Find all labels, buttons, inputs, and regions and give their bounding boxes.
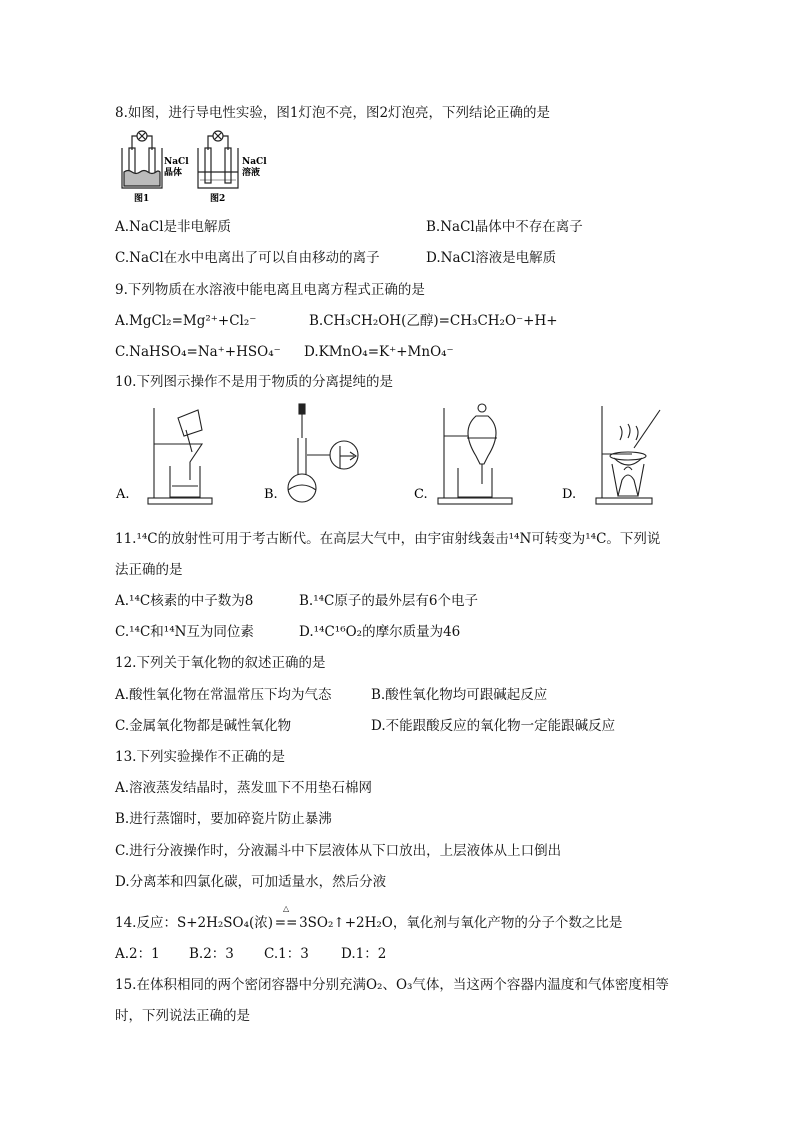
option-label-d: D.	[562, 487, 577, 502]
q14-heat-condition: △	[283, 904, 290, 913]
q12-option-c: C.金属氧化物都是碱性氧化物	[115, 718, 292, 734]
q14-equal-sign: ==	[274, 915, 298, 931]
option-label-a: A.	[116, 487, 130, 502]
q13-option-a: A.溶液蒸发结晶时，蒸发皿下不用垫石棉网	[115, 780, 373, 796]
q11-option-d: D.¹⁴C¹⁶O₂的摩尔质量为46	[299, 624, 461, 640]
q11-stem-line1: 11.¹⁴C的放射性可用于考古断代。在高层大气中，由宇宙射线轰击¹⁴N可转变为¹⁴C。下列说	[115, 531, 661, 547]
q12-option-d: D.不能跟酸反应的氧化物一定能跟碱反应	[371, 718, 616, 734]
q14-stem-pre: 14.反应：S+2H₂SO₄(浓)	[115, 915, 274, 931]
option-label-c: C.	[414, 487, 428, 502]
q9-option-a: A.MgCl₂=Mg²⁺+Cl₂⁻	[115, 313, 257, 329]
option-label-b: B.	[264, 487, 278, 502]
q11-stem-line2: 法正确的是	[115, 562, 183, 578]
q11-option-b: B.¹⁴C原子的最外层有6个电子	[299, 593, 478, 609]
q9-option-b: B.CH₃CH₂OH(乙醇)=CH₃CH₂O⁻+H+	[309, 313, 558, 329]
fig1-caption: 图1	[134, 194, 150, 204]
q12-option-a: A.酸性氧化物在常温常压下均为气态	[115, 687, 332, 703]
q12-stem: 12.下列关于氧化物的叙述正确的是	[115, 655, 326, 671]
fig2-label-line2: 溶液	[242, 168, 261, 178]
q14-eq-block	[273, 904, 299, 932]
volumetric-flask-apparatus	[288, 404, 358, 502]
fig2-label-line1: NaCl	[242, 157, 267, 167]
evaporation-apparatus	[596, 406, 660, 504]
q12-option-b: B.酸性氧化物均可跟碱起反应	[371, 687, 548, 703]
q14-option-b: B.2：3	[189, 946, 234, 962]
conductivity-figure	[112, 128, 282, 206]
fig1-label-line2: 晶体	[164, 168, 183, 178]
fig1-label-line1: NaCl	[164, 157, 189, 167]
q13-option-c: C.进行分液操作时，分液漏斗中下层液体从下口放出，上层液体从上口倒出	[115, 843, 562, 859]
fig2-caption: 图2	[210, 194, 226, 204]
separatory-funnel-apparatus	[438, 404, 512, 504]
filtration-apparatus	[148, 408, 212, 504]
q9-option-c: C.NaHSO₄=Na⁺+HSO₄⁻	[115, 344, 281, 360]
q13-option-d: D.分离苯和四氯化碳，可加适量水，然后分液	[115, 874, 387, 890]
q14-stem	[115, 904, 623, 932]
q14-option-a: A.2：1	[115, 946, 160, 962]
q9-option-d: D.KMnO₄=K⁺+MnO₄⁻	[304, 344, 454, 360]
q10-stem: 10.下列图示操作不是用于物质的分离提纯的是	[115, 374, 393, 390]
fig2-apparatus	[198, 131, 238, 188]
q8-option-d: D.NaCl溶液是电解质	[426, 250, 557, 266]
q11-option-a: A.¹⁴C核素的中子数为8	[115, 593, 254, 609]
q14-option-d: D.1：2	[341, 946, 387, 962]
q11-option-c: C.¹⁴C和¹⁴N互为同位素	[115, 624, 254, 640]
q14-option-c: C.1：3	[264, 946, 309, 962]
q9-stem: 9.下列物质在水溶液中能电离且电离方程式正确的是	[115, 282, 425, 298]
separation-figures	[112, 400, 672, 512]
q15-stem-line2: 时，下列说法正确的是	[115, 1008, 250, 1024]
fig1-apparatus	[122, 131, 162, 188]
q15-stem-line1: 15.在体积相同的两个密闭容器中分别充满O₂、O₃气体，当这两个容器内温度和气体密度相等	[115, 977, 669, 993]
q13-stem: 13.下列实验操作不正确的是	[115, 749, 285, 765]
q8-option-c: C.NaCl在水中电离出了可以自由移动的离子	[115, 250, 380, 266]
q14-stem-post: 3SO₂↑+2H₂O，氧化剂与氧化产物的分子个数之比是	[299, 915, 623, 931]
q8-option-b: B.NaCl晶体中不存在离子	[426, 219, 583, 235]
q8-option-a: A.NaCl是非电解质	[115, 219, 232, 235]
q13-option-b: B.进行蒸馏时，要加碎瓷片防止暴沸	[115, 811, 332, 827]
q8-stem: 8.如图，进行导电性实验，图1灯泡不亮，图2灯泡亮，下列结论正确的是	[115, 105, 551, 121]
